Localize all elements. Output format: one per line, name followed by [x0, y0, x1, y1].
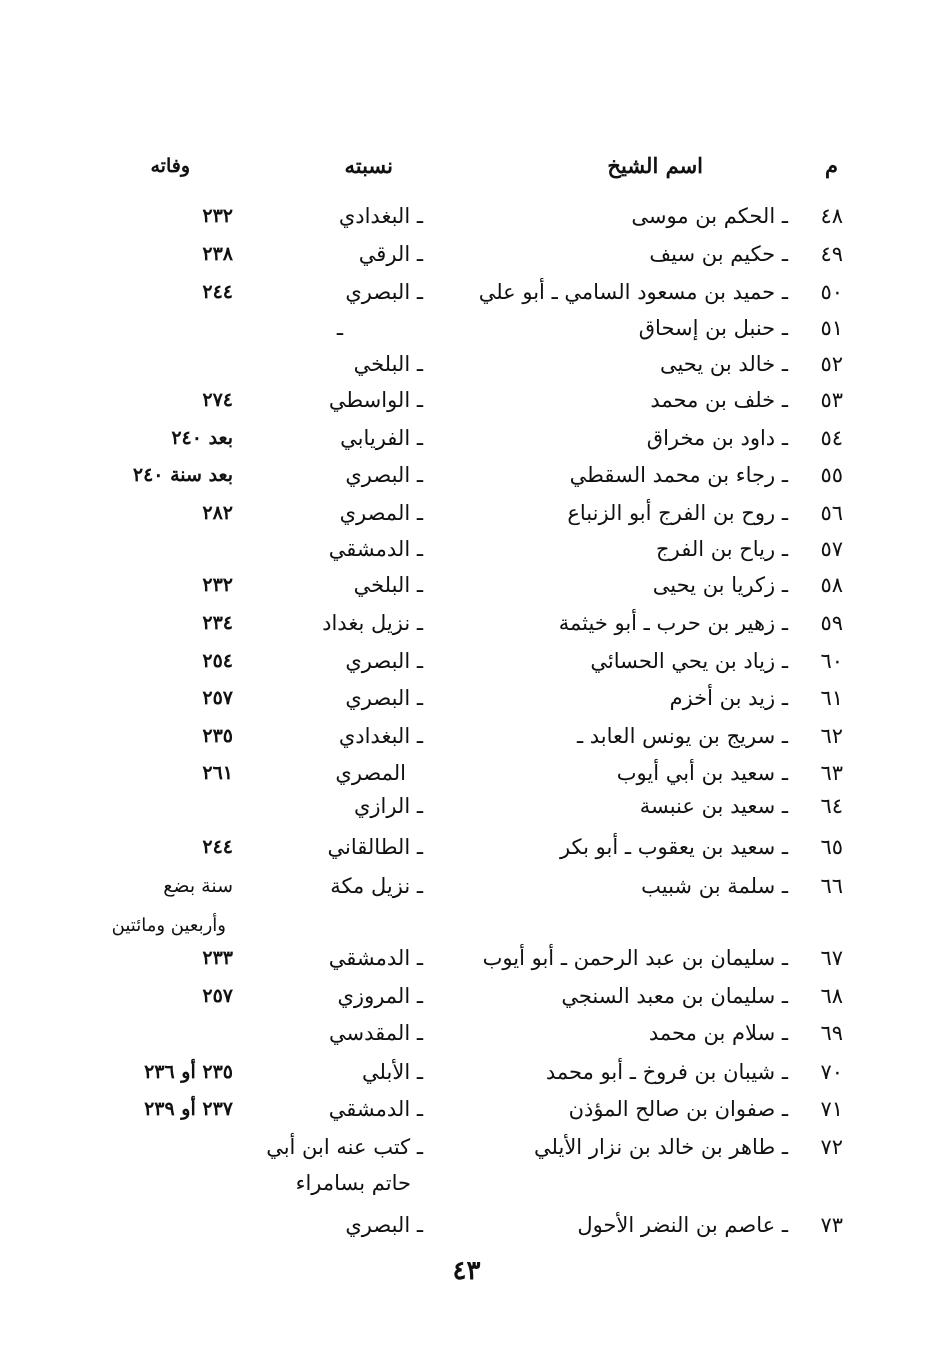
row-num: ٦٣ [820, 761, 843, 785]
row-death: ٢٣٨ [202, 243, 233, 265]
page-number: ٤٣ [452, 1256, 481, 1286]
row-nisba: ـ نزيل بغداد [322, 611, 423, 635]
row-nisba: ـ المصري [339, 501, 423, 525]
table-row [0, 346, 933, 382]
row-nisba: ـ [336, 316, 343, 340]
row-nisba: ـ الواسطي [328, 388, 423, 412]
row-death: ٢٧٤ [202, 389, 233, 411]
table-row-continuation [0, 908, 933, 944]
row-nisba: ـ البصري [345, 649, 423, 673]
row-num: ٥٠ [820, 280, 843, 304]
table-row [0, 868, 933, 904]
row-name: ـ طاهر بن خالد بن نزار الأيلي [534, 1135, 788, 1159]
row-death: ٢٤٤ [202, 836, 233, 858]
table-row [0, 940, 933, 976]
row-name: ـ سلمة بن شبيب [641, 874, 788, 898]
row-num: ٥٦ [820, 501, 843, 525]
header-nisba: نسبته [344, 153, 393, 178]
row-name: ـ رجاء بن محمد السقطي [569, 463, 788, 487]
row-num: ٦٥ [820, 835, 843, 859]
row-name: ـ زياد بن يحي الحسائي [590, 649, 788, 673]
row-nisba: ـ البغدادي [338, 204, 423, 228]
table-row [0, 755, 933, 791]
row-num: ٥٣ [820, 388, 843, 412]
row-num: ٤٨ [820, 204, 843, 228]
row-num: ٥٨ [820, 573, 843, 597]
row-nisba: ـ البلخي [353, 573, 423, 597]
row-name: ـ حنبل بن إسحاق [638, 316, 788, 340]
header-num: م [824, 153, 838, 178]
row-name: ـ زيد بن أخزم [669, 686, 788, 710]
table-row [0, 788, 933, 824]
row-death: ٢٣٧ أو ٢٣٩ [144, 1098, 233, 1120]
table-header [0, 148, 933, 184]
row-nisba: ـ الدمشقي [328, 537, 423, 561]
row-name: ـ سعيد بن عنبسة [639, 794, 788, 818]
row-nisba: ـ الدمشقي [328, 1097, 423, 1121]
row-num: ٦١ [820, 686, 843, 710]
row-nisba: ـ البصري [345, 1213, 423, 1237]
table-row [0, 420, 933, 456]
row-num: ٧١ [820, 1097, 843, 1121]
row-name: ـ سعيد بن يعقوب ـ أبو بكر [559, 835, 788, 859]
row-death: ٢٣٣ [202, 947, 233, 969]
row-num: ٧٢ [820, 1135, 843, 1159]
row-num: ٦٠ [820, 649, 843, 673]
row-name: ـ سليمان بن عبد الرحمن ـ أبو أيوب [482, 946, 788, 970]
table-row [0, 198, 933, 234]
table-row [0, 643, 933, 679]
row-death: ٢٨٢ [202, 502, 233, 524]
row-death: ٢٣٥ [202, 725, 233, 747]
table-row [0, 680, 933, 716]
row-num: ٤٩ [820, 242, 843, 266]
row-name: ـ خالد بن يحيى [659, 352, 788, 376]
row-nisba: ـ الرازي [353, 794, 423, 818]
row-num: ٦٦ [820, 874, 843, 898]
table-row [0, 310, 933, 346]
row-nisba: ـ الدمشقي [328, 946, 423, 970]
row-death: ٢٣٥ أو ٢٣٦ [144, 1061, 233, 1083]
table-row [0, 605, 933, 641]
row-name: ـ صفوان بن صالح المؤذن [568, 1097, 788, 1121]
row-death: وأربعين ومائتين [111, 915, 226, 936]
row-num: ٥٥ [820, 463, 843, 487]
row-name: ـ زكريا بن يحيى [652, 573, 788, 597]
row-num: ٥٢ [820, 352, 843, 376]
row-nisba: ـ البغدادي [338, 724, 423, 748]
row-num: ٦٤ [820, 794, 843, 818]
table-row [0, 1129, 933, 1165]
table-row [0, 382, 933, 418]
row-name: ـ عاصم بن النضر الأحول [577, 1213, 788, 1237]
row-name: ـ داود بن مخراق [646, 426, 788, 450]
row-nisba: ـ المروزي [337, 984, 423, 1008]
row-nisba: ـ كتب عنه ابن أبي [266, 1135, 423, 1159]
row-nisba: ـ البصري [345, 686, 423, 710]
row-num: ٥٤ [820, 426, 843, 450]
row-death: سنة بضع [163, 875, 233, 897]
row-name: ـ رياح بن الفرج [656, 537, 788, 561]
row-death: ٢٥٧ [202, 985, 233, 1007]
row-death: ٢٥٧ [202, 687, 233, 709]
table-row [0, 457, 933, 493]
row-num: ٥٩ [820, 611, 843, 635]
row-name: ـ زهير بن حرب ـ أبو خيثمة [558, 611, 788, 635]
row-death: ٢٣٤ [202, 612, 233, 634]
row-nisba: ـ المقدسي [329, 1021, 423, 1045]
table-row [0, 495, 933, 531]
row-death: بعد سنة ٢٤٠ [132, 464, 233, 486]
table-row [0, 718, 933, 754]
row-nisba: ـ نزيل مكة [330, 874, 423, 898]
row-death: بعد ٢٤٠ [171, 427, 233, 449]
table-row [0, 978, 933, 1014]
row-nisba: ـ الفريابي [340, 426, 423, 450]
row-nisba: ـ البصري [345, 280, 423, 304]
row-death: ٢٤٤ [202, 281, 233, 303]
row-nisba: ـ الرقي [358, 242, 423, 266]
row-name: ـ روح بن الفرج أبو الزنباع [567, 501, 788, 525]
table-row [0, 236, 933, 272]
row-num: ٦٩ [820, 1021, 843, 1045]
table-row [0, 1054, 933, 1090]
row-nisba: ـ البصري [345, 463, 423, 487]
row-death: ٢٣٢ [202, 205, 233, 227]
row-nisba: المصري [335, 761, 406, 785]
table-row-continuation [0, 1165, 933, 1201]
row-name: ـ سعيد بن أبي أيوب [616, 761, 788, 785]
row-name: ـ الحكم بن موسى [631, 204, 788, 228]
row-name: ـ حميد بن مسعود السامي ـ أبو علي [478, 280, 788, 304]
header-death: وفاته [150, 155, 190, 177]
table-row [0, 1015, 933, 1051]
row-name: ـ سلام بن محمد [648, 1021, 788, 1045]
row-num: ٧٠ [820, 1060, 843, 1084]
header-name: اسم الشيخ [607, 153, 703, 178]
row-death: ٢٦١ [202, 762, 233, 784]
table-row [0, 567, 933, 603]
row-num: ٦٢ [820, 724, 843, 748]
row-death: ٢٥٤ [202, 650, 233, 672]
row-nisba: ـ البلخي [353, 352, 423, 376]
row-num: ٦٧ [820, 946, 843, 970]
row-name: ـ سليمان بن معبد السنجي [561, 984, 788, 1008]
row-num: ٦٨ [820, 984, 843, 1008]
table-row [0, 1091, 933, 1127]
table-row [0, 829, 933, 865]
row-name: ـ خلف بن محمد [650, 388, 788, 412]
row-num: ٥٧ [820, 537, 843, 561]
row-nisba: ـ الأبلي [362, 1060, 423, 1084]
table-row [0, 1207, 933, 1243]
row-name: ـ شيبان بن فروخ ـ أبو محمد [545, 1060, 788, 1084]
row-num: ٧٣ [820, 1213, 843, 1237]
row-nisba: ـ الطالقاني [327, 835, 423, 859]
table-row [0, 531, 933, 567]
row-num: ٥١ [820, 316, 843, 340]
row-name: ـ سريج بن يونس العابد ـ [576, 724, 788, 748]
row-name: ـ حكيم بن سيف [649, 242, 788, 266]
row-death: ٢٣٢ [202, 574, 233, 596]
row-nisba: حاتم بسامراء [295, 1171, 411, 1195]
table-row [0, 274, 933, 310]
